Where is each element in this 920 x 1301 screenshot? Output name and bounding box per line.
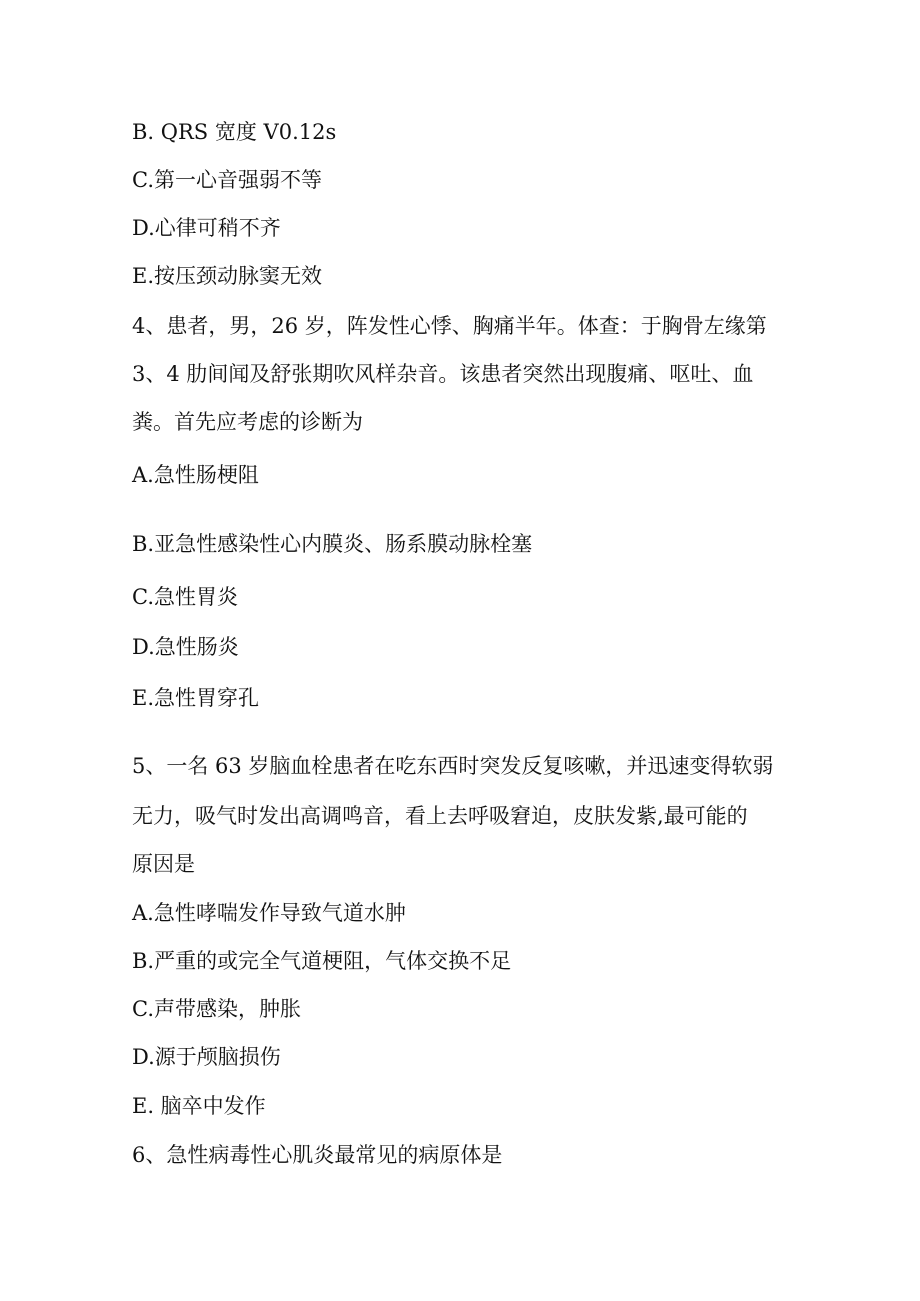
q6-stem-line1: 6、急性病毒性心肌炎最常见的病原体是 xyxy=(132,1143,503,1167)
q4-stem-line3: 粪。首先应考虑的诊断为 xyxy=(132,410,363,434)
q5-option-e: E. 脑卒中发作 xyxy=(132,1094,266,1118)
q3-option-c: C.第一心音强弱不等 xyxy=(132,168,322,192)
q4-option-c: C.急性胃炎 xyxy=(132,585,238,609)
q4-stem-line2: 3、4 肋间闻及舒张期吹风样杂音。该患者突然出现腹痛、呕吐、血 xyxy=(132,362,754,386)
q4-stem-line1: 4、患者，男，26 岁，阵发性心悸、胸痛半年。体查：于胸骨左缘第 xyxy=(132,314,767,338)
q5-stem-line3: 原因是 xyxy=(132,852,195,876)
q3-option-e: E.按压颈动脉窦无效 xyxy=(132,264,323,288)
q5-stem-line2: 无力，吸气时发出高调鸣音，看上去呼吸窘迫，皮肤发紫,最可能的 xyxy=(132,804,748,828)
q5-option-d: D.源于颅脑损伤 xyxy=(132,1045,281,1069)
q3-option-b: B. QRS 宽度 V0.12s xyxy=(132,120,337,144)
q5-stem-line1: 5、一名 63 岁脑血栓患者在吃东西时突发反复咳嗽，并迅速变得软弱 xyxy=(132,754,774,778)
q4-option-d: D.急性肠炎 xyxy=(132,635,239,659)
q4-option-b: B.亚急性感染性心内膜炎、肠系膜动脉栓塞 xyxy=(132,532,533,556)
q4-option-e: E.急性胃穿孔 xyxy=(132,686,260,710)
q5-option-c: C.声带感染，肿胀 xyxy=(132,997,301,1021)
q4-option-a: A.急性肠梗阻 xyxy=(132,463,259,487)
q5-option-b: B.严重的或完全气道梗阻，气体交换不足 xyxy=(132,949,512,973)
q3-option-d: D.心律可稍不齐 xyxy=(132,216,281,240)
q5-option-a: A.急性哮喘发作导致气道水肿 xyxy=(132,901,406,925)
